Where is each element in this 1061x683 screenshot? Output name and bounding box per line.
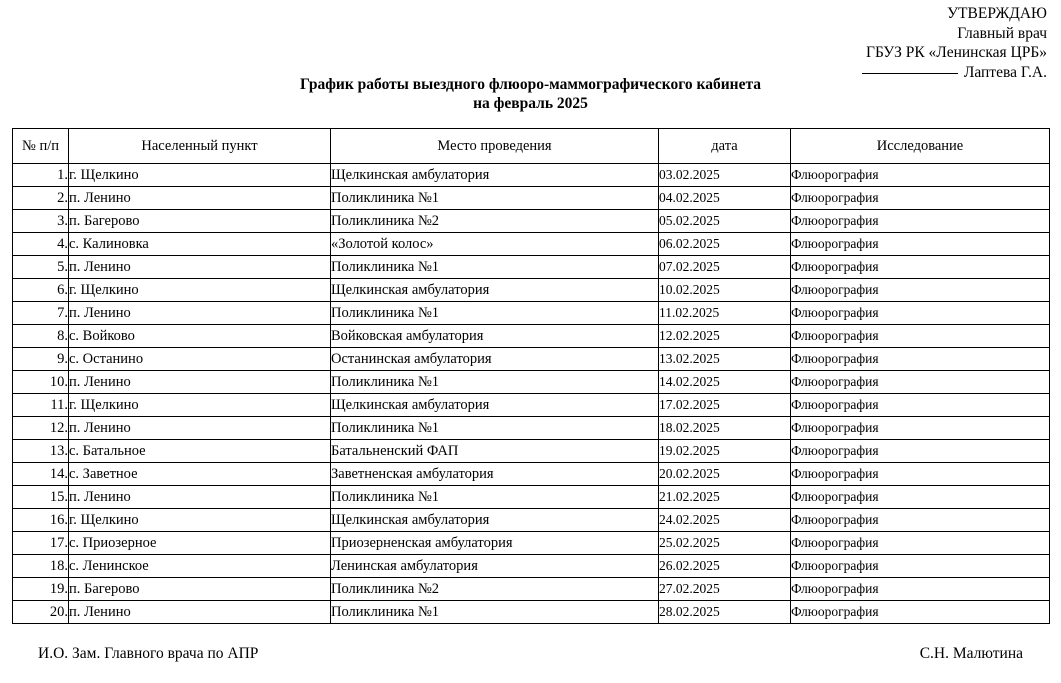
cell-settlement: с. Останино [69, 348, 331, 371]
column-header-number: № п/п [13, 129, 69, 164]
cell-date: 17.02.2025 [659, 394, 791, 417]
cell-number: 15. [13, 486, 69, 509]
cell-number: 16. [13, 509, 69, 532]
approval-organization: ГБУЗ РК «Ленинская ЦРБ» [865, 44, 1047, 61]
cell-venue: Поликлиника №1 [331, 417, 659, 440]
cell-date: 07.02.2025 [659, 256, 791, 279]
cell-study: Флюорография [791, 440, 1050, 463]
table-row [13, 187, 1050, 210]
page-title-line-1: График работы выездного флюоро-маммографического кабинета [299, 76, 762, 93]
cell-date: 04.02.2025 [659, 187, 791, 210]
cell-venue: Щелкинская амбулатория [331, 509, 659, 532]
cell-venue: Щелкинская амбулатория [331, 394, 659, 417]
table-row [13, 302, 1050, 325]
table-row [13, 486, 1050, 509]
cell-date: 26.02.2025 [659, 555, 791, 578]
cell-venue: Поликлиника №1 [331, 302, 659, 325]
cell-settlement: с. Приозерное [69, 532, 331, 555]
cell-venue: Заветненская амбулатория [331, 463, 659, 486]
cell-study: Флюорография [791, 601, 1050, 624]
cell-date: 03.02.2025 [659, 164, 791, 187]
cell-settlement: п. Ленино [69, 371, 331, 394]
cell-date: 24.02.2025 [659, 509, 791, 532]
cell-date: 11.02.2025 [659, 302, 791, 325]
cell-venue: Ленинская амбулатория [331, 555, 659, 578]
cell-settlement: п. Ленино [69, 302, 331, 325]
cell-study: Флюорография [791, 348, 1050, 371]
cell-date: 18.02.2025 [659, 417, 791, 440]
table-row [13, 325, 1050, 348]
footer-right-signatory: С.Н. Малютина [919, 645, 1023, 662]
cell-settlement: с. Войково [69, 325, 331, 348]
table-row [13, 348, 1050, 371]
cell-study: Флюорография [791, 302, 1050, 325]
table-row [13, 210, 1050, 233]
cell-venue: Щелкинская амбулатория [331, 279, 659, 302]
cell-venue: Поликлиника №1 [331, 256, 659, 279]
cell-venue: Поликлиника №1 [331, 371, 659, 394]
cell-venue: Поликлиника №1 [331, 187, 659, 210]
table-row [13, 256, 1050, 279]
cell-date: 28.02.2025 [659, 601, 791, 624]
cell-number: 1. [13, 164, 69, 187]
table-row [13, 371, 1050, 394]
cell-settlement: г. Щелкино [69, 509, 331, 532]
schedule-table [12, 128, 1050, 624]
cell-venue: Останинская амбулатория [331, 348, 659, 371]
page-title-line-2: на февраль 2025 [473, 95, 588, 112]
cell-number: 11. [13, 394, 69, 417]
table-row [13, 509, 1050, 532]
table-row [13, 394, 1050, 417]
cell-study: Флюорография [791, 509, 1050, 532]
cell-number: 20. [13, 601, 69, 624]
cell-settlement: п. Ленино [69, 486, 331, 509]
cell-study: Флюорография [791, 233, 1050, 256]
cell-venue: «Золотой колос» [331, 233, 659, 256]
table-row [13, 233, 1050, 256]
cell-settlement: п. Ленино [69, 601, 331, 624]
cell-settlement: п. Ленино [69, 187, 331, 210]
column-header-date: дата [659, 129, 791, 164]
cell-settlement: п. Ленино [69, 256, 331, 279]
cell-settlement: г. Щелкино [69, 279, 331, 302]
table-row [13, 463, 1050, 486]
cell-venue: Поликлиника №1 [331, 486, 659, 509]
cell-settlement: с. Батальное [69, 440, 331, 463]
cell-venue: Войковская амбулатория [331, 325, 659, 348]
approval-position: Главный врач [957, 24, 1047, 42]
cell-number: 9. [13, 348, 69, 371]
cell-number: 4. [13, 233, 69, 256]
cell-number: 7. [13, 302, 69, 325]
table-row [13, 555, 1050, 578]
cell-date: 10.02.2025 [659, 279, 791, 302]
table-body [13, 164, 1050, 624]
cell-date: 19.02.2025 [659, 440, 791, 463]
cell-study: Флюорография [791, 256, 1050, 279]
cell-date: 25.02.2025 [659, 532, 791, 555]
table-row [13, 417, 1050, 440]
cell-number: 8. [13, 325, 69, 348]
signature-line [862, 73, 958, 74]
cell-settlement: п. Багерово [69, 210, 331, 233]
page-title [0, 75, 1061, 113]
cell-study: Флюорография [791, 463, 1050, 486]
cell-settlement: п. Багерово [69, 578, 331, 601]
cell-study: Флюорография [791, 555, 1050, 578]
column-header-venue: Место проведения [331, 129, 659, 164]
cell-venue: Батальненский ФАП [331, 440, 659, 463]
schedule-table-container [12, 128, 1049, 624]
approval-heading: УТВЕРЖДАЮ [947, 5, 1047, 22]
cell-number: 12. [13, 417, 69, 440]
cell-study: Флюорография [791, 532, 1050, 555]
cell-venue: Щелкинская амбулатория [331, 164, 659, 187]
cell-study: Флюорография [791, 210, 1050, 233]
cell-number: 3. [13, 210, 69, 233]
cell-settlement: с. Заветное [69, 463, 331, 486]
cell-number: 18. [13, 555, 69, 578]
table-row [13, 578, 1050, 601]
cell-study: Флюорография [791, 371, 1050, 394]
cell-date: 06.02.2025 [659, 233, 791, 256]
column-header-settlement: Населенный пункт [69, 129, 331, 164]
cell-settlement: г. Щелкино [69, 394, 331, 417]
table-row [13, 279, 1050, 302]
cell-study: Флюорография [791, 394, 1050, 417]
cell-study: Флюорография [791, 164, 1050, 187]
cell-number: 5. [13, 256, 69, 279]
cell-venue: Поликлиника №2 [331, 210, 659, 233]
cell-date: 13.02.2025 [659, 348, 791, 371]
cell-number: 6. [13, 279, 69, 302]
cell-settlement: с. Ленинское [69, 555, 331, 578]
cell-number: 2. [13, 187, 69, 210]
cell-date: 12.02.2025 [659, 325, 791, 348]
cell-number: 10. [13, 371, 69, 394]
cell-settlement: г. Щелкино [69, 164, 331, 187]
table-row [13, 164, 1050, 187]
cell-number: 14. [13, 463, 69, 486]
cell-venue: Поликлиника №2 [331, 578, 659, 601]
table-row [13, 440, 1050, 463]
cell-date: 14.02.2025 [659, 371, 791, 394]
approval-signature-name: Лаптева Г.А. [963, 63, 1047, 81]
cell-study: Флюорография [791, 486, 1050, 509]
table-header [13, 129, 1050, 164]
cell-date: 21.02.2025 [659, 486, 791, 509]
cell-number: 13. [13, 440, 69, 463]
cell-settlement: п. Ленино [69, 417, 331, 440]
cell-date: 27.02.2025 [659, 578, 791, 601]
cell-number: 17. [13, 532, 69, 555]
approval-block [862, 4, 1047, 82]
column-header-study: Исследование [791, 129, 1050, 164]
table-header-row [13, 129, 1050, 164]
cell-study: Флюорография [791, 325, 1050, 348]
table-row [13, 532, 1050, 555]
cell-date: 05.02.2025 [659, 210, 791, 233]
cell-venue: Поликлиника №1 [331, 601, 659, 624]
cell-number: 19. [13, 578, 69, 601]
cell-study: Флюорография [791, 417, 1050, 440]
cell-date: 20.02.2025 [659, 463, 791, 486]
cell-venue: Приозерненская амбулатория [331, 532, 659, 555]
cell-settlement: с. Калиновка [69, 233, 331, 256]
cell-study: Флюорография [791, 279, 1050, 302]
footer-left-signatory: И.О. Зам. Главного врача по АПР [38, 645, 259, 662]
cell-study: Флюорография [791, 578, 1050, 601]
table-row [13, 601, 1050, 624]
footer-signatures [38, 645, 1023, 663]
cell-study: Флюорография [791, 187, 1050, 210]
